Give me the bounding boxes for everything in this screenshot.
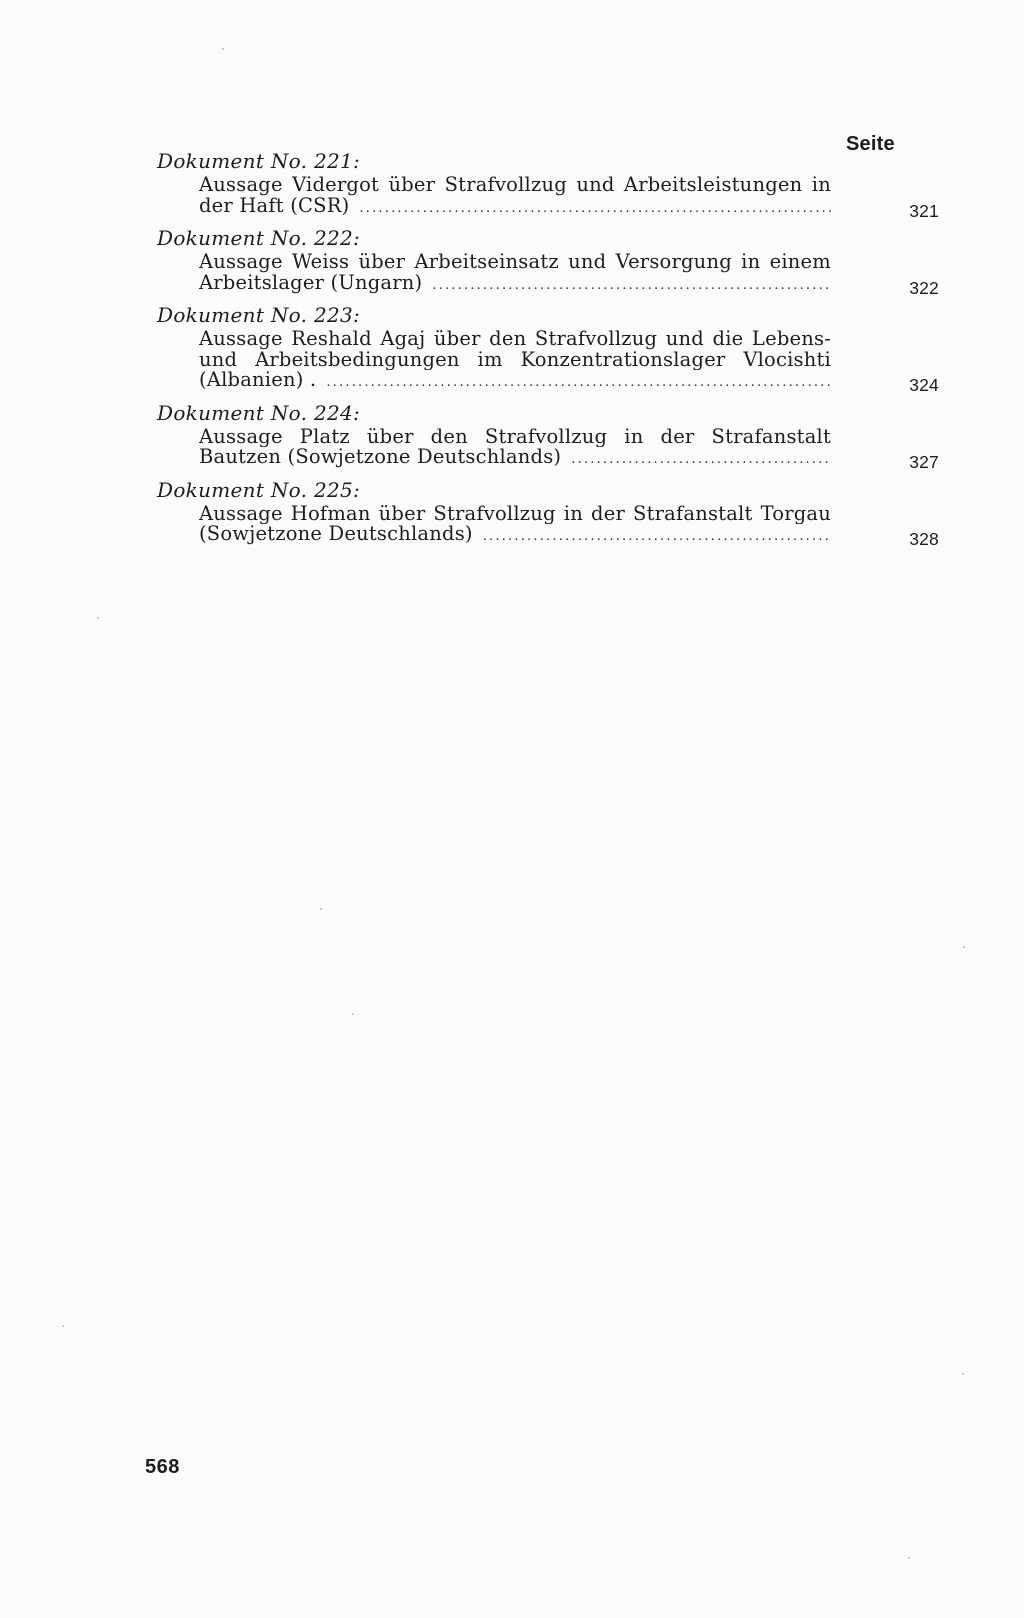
description-line: (Albanien) . <box>199 370 317 391</box>
toc-entry <box>153 226 939 298</box>
description-line: Aussage Platz über den Strafvollzug in der Strafanstalt <box>199 426 831 447</box>
description-line: Bautzen (Sowjetzone Deutschlands) <box>199 447 562 468</box>
description-last-line <box>199 524 831 548</box>
description-last-line <box>199 370 831 394</box>
entry-description <box>199 503 939 549</box>
scan-speck <box>963 946 965 948</box>
toc-entry <box>153 477 939 549</box>
document-heading: Dokument No. 225: <box>157 477 361 502</box>
description-line: Aussage Weiss über Arbeitseinsatz und Versorgung in einem <box>199 252 831 273</box>
dot-leader <box>359 199 831 220</box>
entry-description <box>199 175 939 221</box>
page-column-header: Seite <box>846 133 895 155</box>
dot-leader <box>571 450 831 471</box>
page-number: 321 <box>909 200 939 221</box>
dot-leader <box>483 527 831 548</box>
entry-description <box>199 329 939 395</box>
document-heading: Dokument No. 224: <box>157 400 361 425</box>
description-line: Arbeitslager (Ungarn) <box>199 272 423 294</box>
dot-leader <box>432 276 831 297</box>
document-heading: Dokument No. 223: <box>157 303 361 327</box>
page-number: 327 <box>909 452 939 472</box>
description-line: Aussage Hofman über Strafvollzug in der Strafanstalt Torgau <box>199 503 831 524</box>
scan-speck <box>352 1013 354 1015</box>
toc-entry <box>153 303 939 395</box>
description-last-line <box>199 447 831 471</box>
entry-description <box>199 426 939 472</box>
document-heading: Dokument No. 222: <box>157 226 361 250</box>
scan-speck <box>962 1373 964 1375</box>
scan-speck <box>97 617 99 619</box>
description-last-line <box>199 273 831 297</box>
toc-entry <box>153 149 939 221</box>
scan-speck <box>320 908 322 910</box>
description-last-line <box>199 196 831 220</box>
page-number: 328 <box>909 529 939 549</box>
description-line: der Haft (CSR) <box>199 195 350 217</box>
scan-speck <box>908 1557 910 1559</box>
toc-entry <box>153 400 939 472</box>
description-line: und Arbeitsbedingungen im Konzentrationslager Vlocishti <box>199 349 831 370</box>
scan-speck <box>222 48 224 50</box>
page-number: 324 <box>909 375 939 395</box>
entry-description <box>199 252 939 298</box>
description-line: Aussage Vidergot über Strafvollzug und Arbeitsleistungen in <box>199 175 831 196</box>
scan-speck <box>62 1325 64 1327</box>
table-of-contents <box>153 149 939 556</box>
document-heading: Dokument No. 221: <box>157 149 361 173</box>
description-line: (Sowjetzone Deutschlands) <box>199 524 473 545</box>
page-number: 322 <box>909 277 939 298</box>
page-folio: 568 <box>145 1456 180 1478</box>
description-line: Aussage Reshald Agaj über den Strafvollzug und die Lebens- <box>199 329 831 350</box>
dot-leader <box>326 373 831 394</box>
